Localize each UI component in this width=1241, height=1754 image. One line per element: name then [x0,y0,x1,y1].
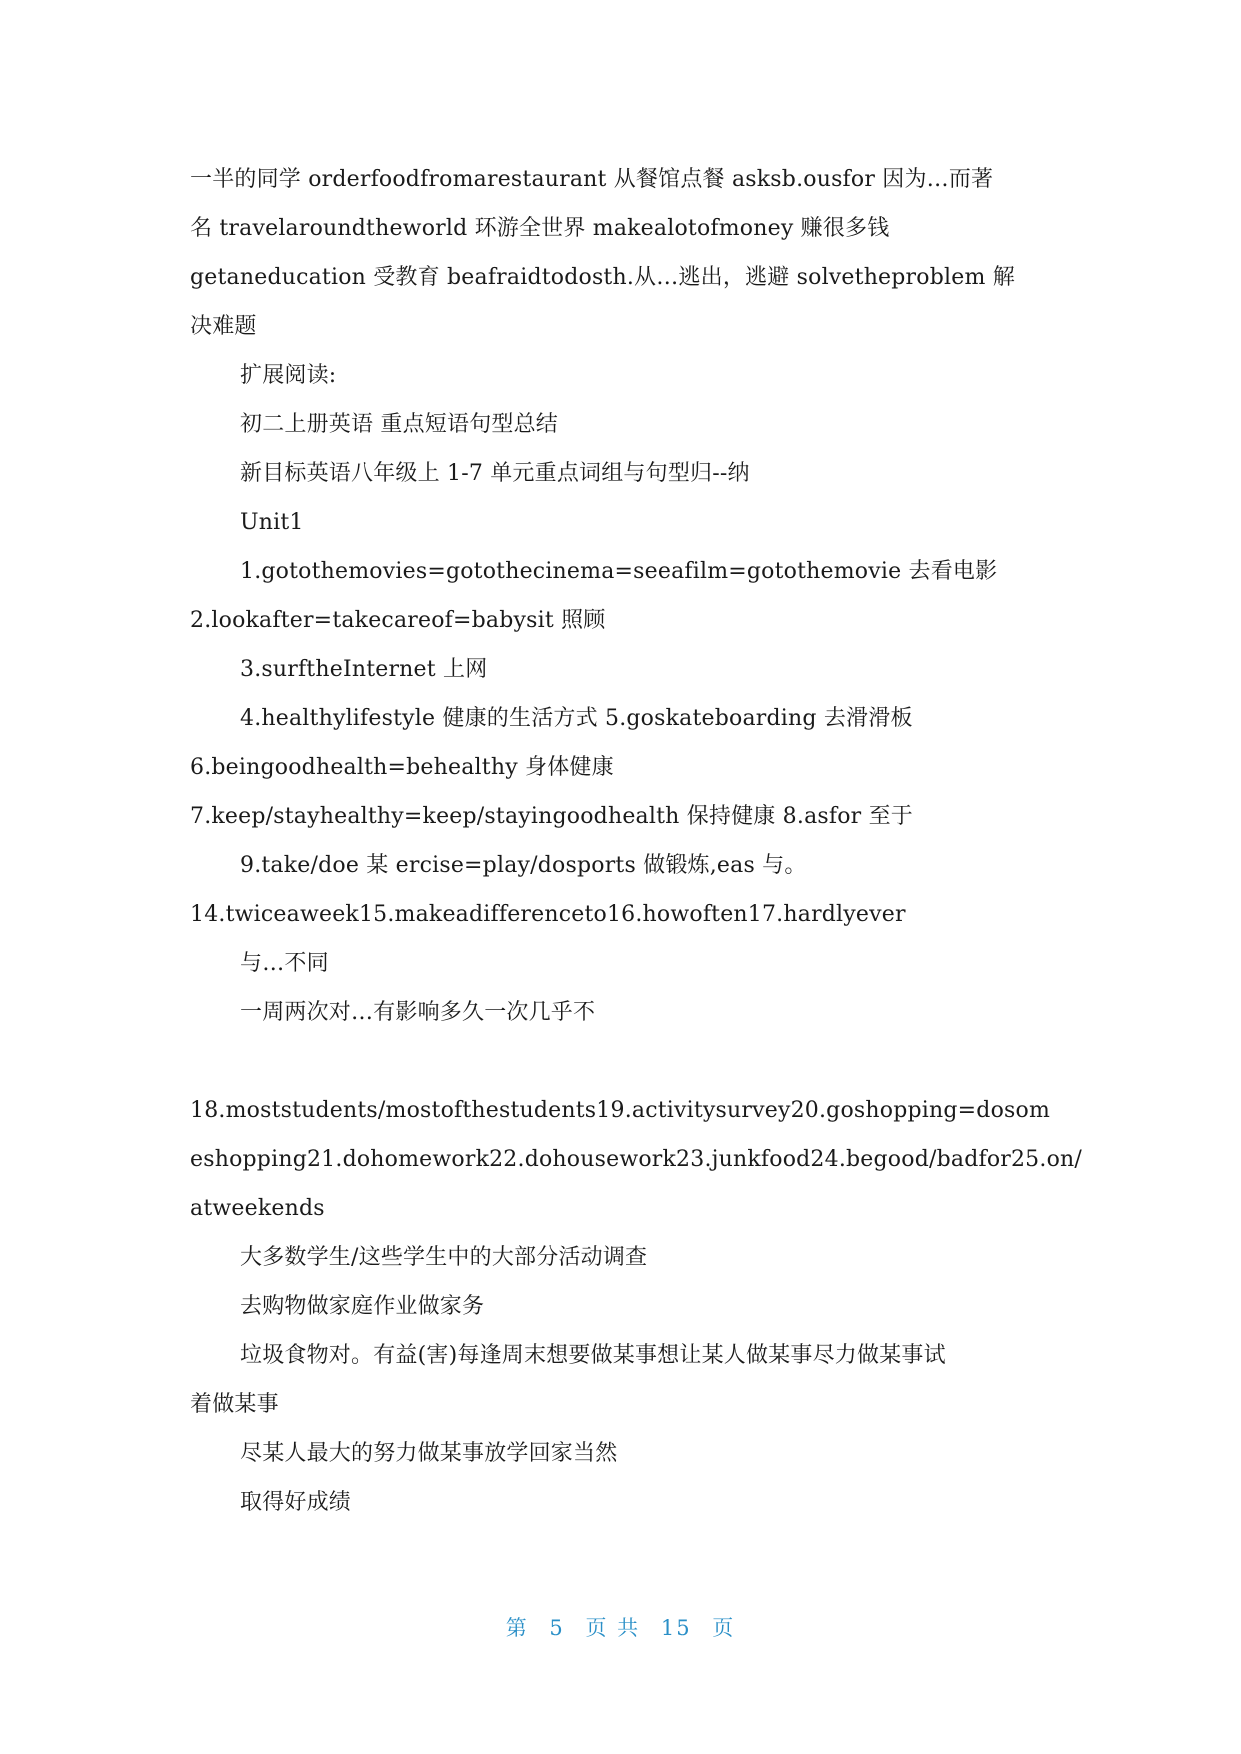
text-line: 大多数学生/这些学生中的大部分活动调查 [240,1245,648,1270]
text-line: 6.beingoodhealth=behealthy 身体健康 [190,755,614,780]
text-line: 3.surftheInternet 上网 [240,657,488,682]
footer-label-page: 第 [505,1616,529,1640]
text-line: 18.moststudents/mostofthestudents19.activitysurvey20.goshopping=dosom [190,1098,1051,1123]
footer-total-pages: 15 [660,1616,692,1640]
text-line: 1.gotothemovies=gotothecinema=seeafilm=gotothemovie 去看电影 [240,559,998,584]
text-line: 新目标英语八年级上 1-7 单元重点词组与句型归--纳 [240,461,750,486]
blank-line [190,1037,1060,1086]
page-footer [0,1612,1241,1642]
section-heading: 扩展阅读: [240,363,337,388]
text-line: 垃圾食物对。有益(害)每逢周末想要做某事想让某人做某事尽力做某事试 [240,1343,946,1368]
document-body [190,155,1082,1527]
footer-current-page: 5 [549,1616,565,1640]
text-line: 14.twiceaweek15.makeadifferenceto16.howoften17.hardlyever [190,902,906,927]
footer-label-mid: 页 共 [585,1616,641,1640]
text-line: 取得好成绩 [240,1490,352,1515]
footer-label-end: 页 [712,1616,736,1640]
text-line: 尽某人最大的努力做某事放学回家当然 [240,1441,618,1466]
text-line: 去购物做家庭作业做家务 [240,1294,485,1319]
text-line: eshopping21.dohomework22.dohousework23.junkfood24.begood/badfor25.on/ [190,1147,1082,1172]
text-line: 名 travelaroundtheworld 环游全世界 makealotofmoney 赚很多钱 [190,216,890,241]
text-line: atweekends [190,1196,325,1221]
text-line: 7.keep/stayhealthy=keep/stayingoodhealth 保持健康 8.asfor 至于 [190,804,913,829]
text-line: 9.take/doe 某 ercise=play/dosports 做锻炼,eas 与。 [240,853,807,878]
text-line: getaneducation 受教育 beafraidtodosth.从…逃出，逃避 solvetheproblem 解 [190,265,1015,290]
text-line: 决难题 [190,314,257,339]
text-line: 着做某事 [190,1392,279,1417]
unit-heading: Unit1 [240,510,304,535]
text-line: 与…不同 [240,951,329,976]
text-line: 一周两次对…有影响多久一次几乎不 [240,1000,596,1025]
text-line: 初二上册英语 重点短语句型总结 [240,412,558,437]
text-line: 4.healthylifestyle 健康的生活方式 5.goskateboarding 去滑滑板 [240,706,913,731]
text-line: 2.lookafter=takecareof=babysit 照顾 [190,608,606,633]
text-line: 一半的同学 orderfoodfromarestaurant 从餐馆点餐 asksb.ousfor 因为…而著 [190,167,994,192]
